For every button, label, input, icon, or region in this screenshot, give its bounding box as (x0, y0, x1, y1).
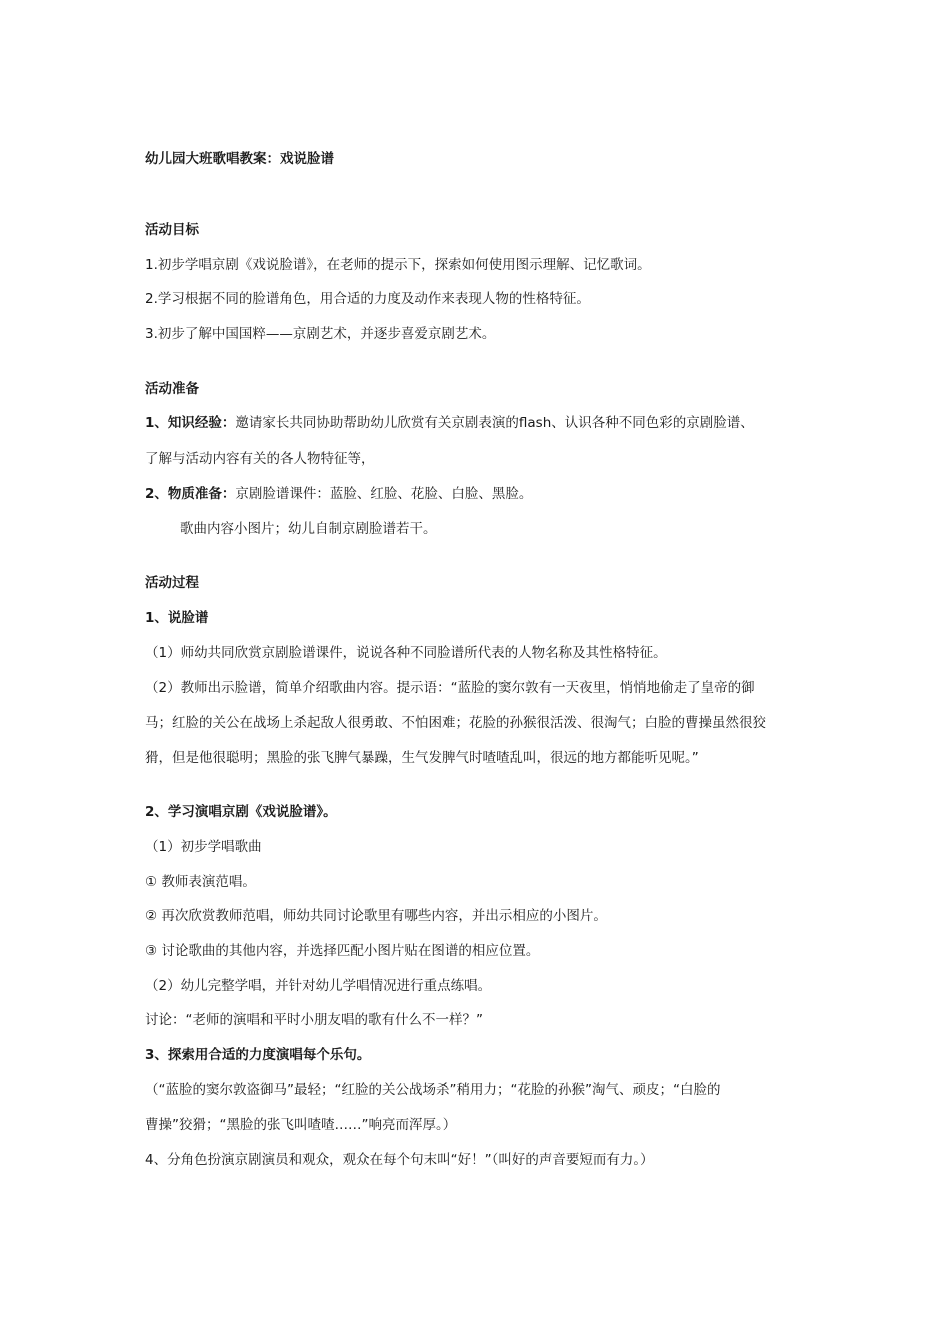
step-2-sub-a: （1）初步学唱歌曲 (145, 839, 262, 855)
process-heading: 活动过程 (145, 575, 199, 591)
prep-heading: 活动准备 (145, 381, 199, 397)
prep-item-2-cont: 歌曲内容小图片；幼儿自制京剧脸谱若干。 (180, 521, 437, 537)
step-2-sub-a-1: ① 教师表演范唱。 (145, 874, 256, 890)
prep-item-1-label: 1、知识经验： (145, 415, 236, 431)
prep-item-1 (145, 414, 815, 432)
step-2-sub-a-3: ③ 讨论歌曲的其他内容，并选择匹配小图片贴在图谱的相应位置。 (145, 943, 540, 959)
step-2-heading: 2、学习演唱京剧《戏说脸谱》。 (145, 804, 337, 820)
step-1-para-2-line-2: 马；红脸的关公在战场上杀起敌人很勇敢、不怕困难；花脸的孙猴很活泼、很淘气；白脸的曹操虽然很狡 (145, 715, 766, 731)
goal-item-2: 2.学习根据不同的脸谱角色，用合适的力度及动作来表现人物的性格特征。 (145, 291, 590, 307)
step-3-line-1: （“蓝脸的窦尔敦盗御马”最轻；“红脸的关公战场杀”稍用力；“花脸的孙猴”淘气、顽皮；“白脸的 (145, 1082, 721, 1098)
step-4: 4、分角色扮演京剧演员和观众，观众在每个句末叫“好！”（叫好的声音要短而有力。） (145, 1152, 654, 1168)
step-2-sub-a-2: ② 再次欣赏教师范唱，师幼共同讨论歌里有哪些内容，并出示相应的小图片。 (145, 908, 607, 924)
step-3-line-2: 曹操”狡猾；“黑脸的张飞叫喳喳……”响亮而浑厚。） (145, 1117, 457, 1133)
document-title: 幼儿园大班歌唱教案：戏说脸谱 (145, 151, 334, 167)
step-1-para-2-line-3: 猾，但是他很聪明；黑脸的张飞脾气暴躁，生气发脾气时喳喳乱叫，很远的地方都能听见呢。” (145, 750, 699, 766)
goals-heading: 活动目标 (145, 222, 199, 238)
prep-item-1-cont: 了解与活动内容有关的各人物特征等， (145, 451, 375, 467)
step-1-para-2-line-1: （2）教师出示脸谱，简单介绍歌曲内容。提示语：“蓝脸的窦尔敦有一天夜里，悄悄地偷走了皇帝的御 (145, 680, 755, 696)
step-1-heading: 1、说脸谱 (145, 610, 209, 626)
goal-item-1: 1.初步学唱京剧《戏说脸谱》，在老师的提示下，探索如何使用图示理解、记忆歌词。 (145, 257, 651, 273)
step-3-heading: 3、探索用合适的力度演唱每个乐句。 (145, 1047, 371, 1063)
step-1-para-1: （1）师幼共同欣赏京剧脸谱课件，说说各种不同脸谱所代表的人物名称及其性格特征。 (145, 645, 667, 661)
prep-item-2 (145, 485, 815, 503)
prep-item-2-text: 京剧脸谱课件：蓝脸、红脸、花脸、白脸、黑脸。 (235, 486, 533, 502)
prep-item-1-text: 邀请家长共同协助帮助幼儿欣赏有关京剧表演的flash、认识各种不同色彩的京剧脸谱、 (235, 415, 754, 431)
goal-item-3: 3.初步了解中国国粹——京剧艺术，并逐步喜爱京剧艺术。 (145, 326, 496, 342)
step-2-discussion: 讨论：“老师的演唱和平时小朋友唱的歌有什么不一样？” (145, 1012, 483, 1028)
step-2-sub-b: （2）幼儿完整学唱，并针对幼儿学唱情况进行重点练唱。 (145, 978, 492, 994)
prep-item-2-label: 2、物质准备： (145, 486, 236, 502)
